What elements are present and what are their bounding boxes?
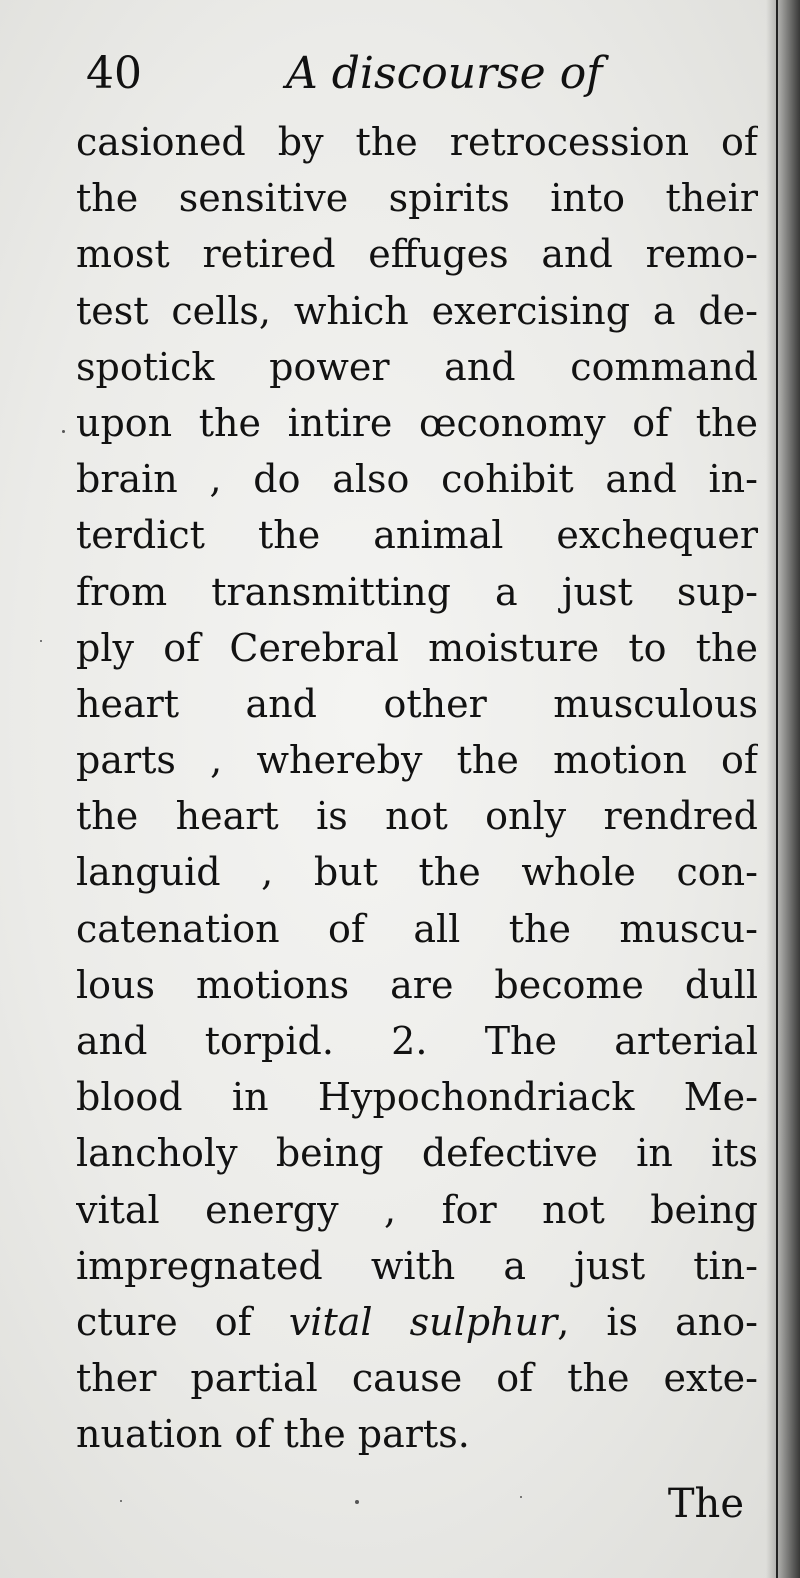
page-header <box>86 44 766 110</box>
text-line-13: the heart is not only rendred <box>76 794 758 839</box>
ink-speck <box>120 1500 122 1502</box>
text-line-17: and torpid. 2. The arterial <box>76 1019 758 1063</box>
text-line-7: brain , do also cohibit and in- <box>76 457 758 502</box>
page-number: 40 <box>86 48 142 99</box>
text-line-10: ply of Cerebral moisture to the <box>76 625 758 670</box>
text-line-9: from transmitting a just sup- <box>76 569 758 614</box>
catchword: The <box>667 1481 744 1527</box>
text-line-3: most retired effuges and remo- <box>76 232 758 277</box>
italic-phrase: vital sulphur <box>288 1299 558 1344</box>
text-line-15: catenation of all the muscu- <box>76 906 758 951</box>
text-line-5: spotick power and command <box>76 344 758 389</box>
text-line-21: impregnated with a just tin- <box>76 1243 758 1288</box>
text-line-24: nuation of the parts. <box>76 1412 470 1457</box>
ink-speck <box>520 1496 522 1498</box>
text-line-4: test cells, which exercising a de- <box>76 288 758 333</box>
text-line-20: vital energy , for not being <box>76 1187 758 1232</box>
text-line-18: blood in Hypochondriack Me- <box>76 1075 758 1120</box>
ink-speck <box>355 1500 359 1504</box>
body-text <box>76 114 758 1463</box>
text-line-1: casioned by the retrocession of <box>76 120 758 164</box>
text-line-23: ther partial cause of the exte- <box>76 1356 758 1401</box>
ink-speck <box>62 430 65 433</box>
text-line-19: lancholy being defective in its <box>76 1131 758 1176</box>
text-line-2: the sensitive spirits into their <box>76 176 758 221</box>
text-line-22 <box>76 1294 758 1350</box>
text-line-8: terdict the animal exchequer <box>76 513 758 558</box>
running-head: A discourse of <box>286 48 603 99</box>
text-line-6: upon the intire œconomy of the <box>76 400 758 445</box>
ink-speck <box>40 640 42 642</box>
text-line-11: heart and other musculous <box>76 681 758 726</box>
page-gutter-shadow <box>766 0 800 1578</box>
text-line-16: lous motions are become dull <box>76 962 758 1007</box>
text-line-12: parts , whereby the motion of <box>76 738 758 783</box>
line-22-end: , is ano- <box>557 1299 758 1344</box>
line-22-start: cture of <box>76 1299 289 1344</box>
page-edge <box>776 0 778 1578</box>
text-line-14: languid , but the whole con- <box>76 850 758 895</box>
